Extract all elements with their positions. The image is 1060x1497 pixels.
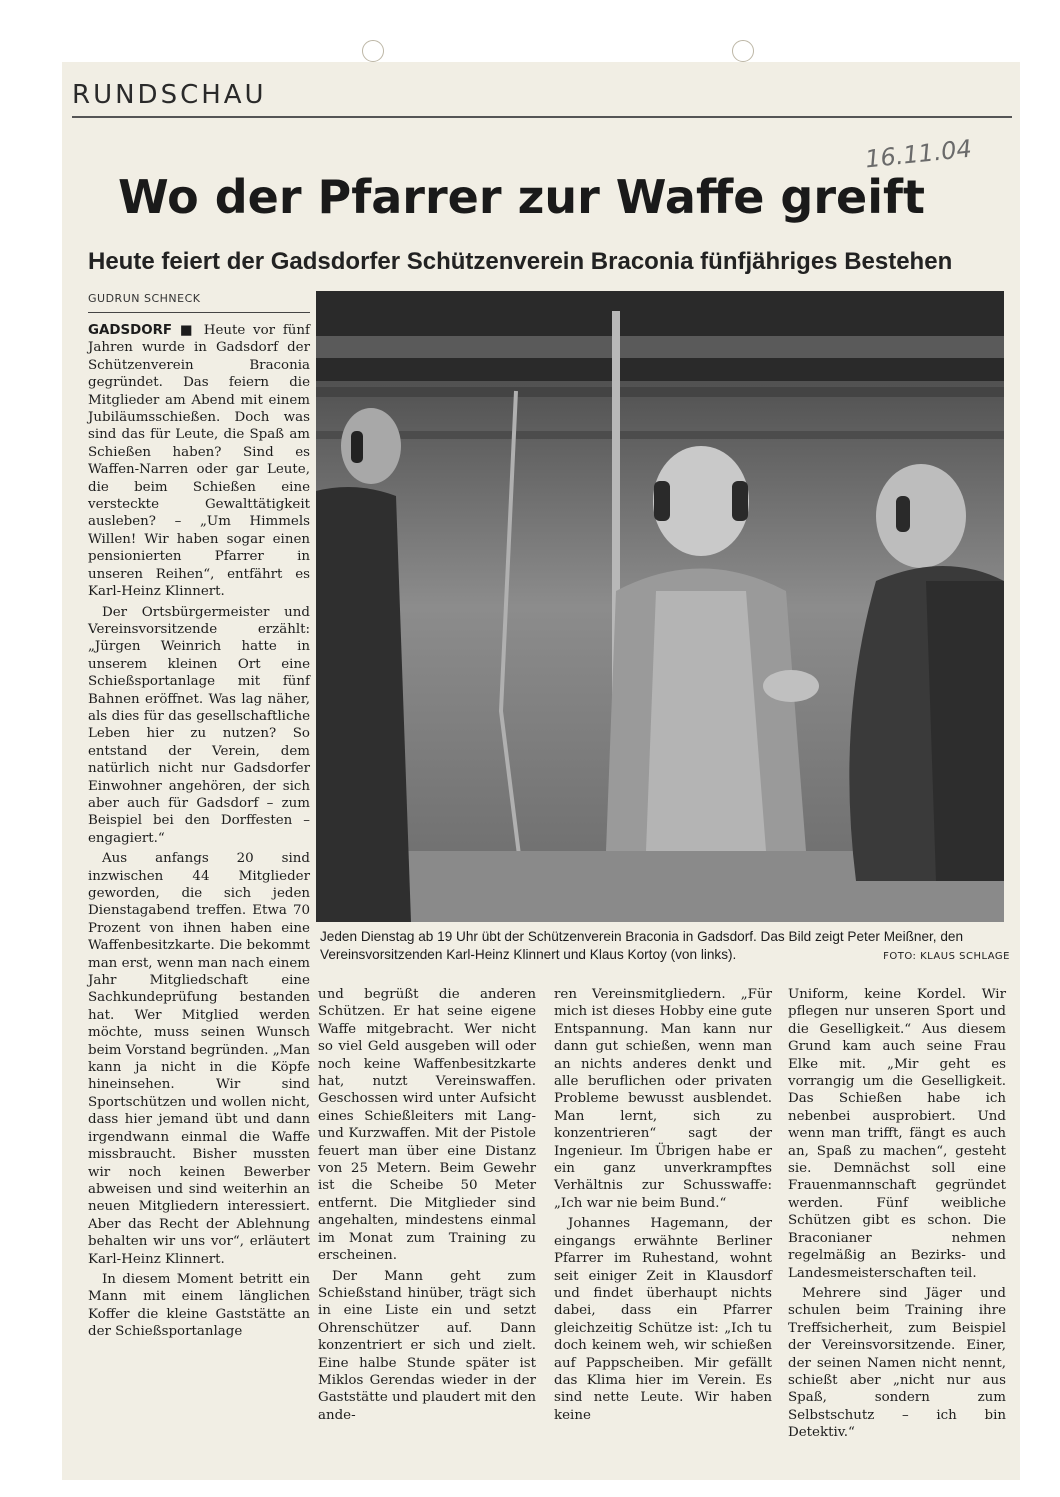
article-paragraph: Der Mann geht zum Schießstand hinüber, trägt sich in eine Liste ein und setzt Ohrenschützer auf. Dann konzentriert er sich und zielt. Eine halbe Stunde später ist Miklos Gerendas wieder in der Gaststätte und plaudert mit den ande- <box>318 1268 536 1423</box>
photo-caption <box>320 928 1010 966</box>
article-paragraph: Der Ortsbürgermeister und Vereinsvorsitzende erzählt: „Jürgen Weinrich hatte in unserem kleinen Ort eine Schießsportanlage mit fünf Bahnen eröffnet. Was lag näher, als dies für das gesellschaftliche Leben hier zu nutzen? So entstand der Verein, dem natürlich nicht nur Gadsdorfer Einwohner angehören, der sich aber auch für Gadsdorf – zum Beispiel bei den Dorffesten – engagiert.“ <box>88 604 310 846</box>
subheadline: Heute feiert der Gadsdorfer Schützenverein Braconia fünfjähriges Bestehen <box>88 248 953 275</box>
photo-illustration <box>316 291 1004 922</box>
article-photo <box>316 291 1004 922</box>
article-column-2 <box>318 986 536 1427</box>
byline-rule <box>88 312 310 313</box>
article-paragraph: und begrüßt die anderen Schützen. Er hat seine eigene Waffe mitgebracht. Wer nicht so viel Geld ausgeben will oder noch keine Waffenbesitzkarte hat, nutzt Vereinswaffen. Geschossen wird unter Aufsicht eines Schießleiters mit Lang- und Kurzwaffen. Mit der Pistole feuert man über eine Distanz von 25 Metern. Beim Gewehr ist die Scheibe 50 Meter entfernt. Die Mitglieder sind angehalten, mindestens einmal im Monat zum Training zu erscheinen. <box>318 987 536 1264</box>
handwritten-date: 16.11.04 <box>863 134 974 174</box>
caption-text: Jeden Dienstag ab 19 Uhr übt der Schützenverein Braconia in Gadsdorf. Das Bild zeigt Peter Meißner, den Vereinsvorsitzenden Karl-Heinz Klinnert und Klaus Kortoy (von links). <box>320 929 964 962</box>
article-paragraph: Uniform, keine Kordel. Wir pflegen nur unseren Sport und die Geselligkeit.“ Aus diesem Grund kam auch seine Frau Elke mit. „Mir geht es vorrangig um die Geselligkeit. Das Schießen habe ich nebenbei ausprobiert. Und wenn man trifft, fängt es auch an, Spaß zu machen“, gesteht sie. Demnächst soll eine Frauenmannschaft gegründet werden. Fünf weibliche Schützen gibt es schon. Die Braconianer nehmen regelmäßig an Bezirks- und Landesmeisterschaften teil. <box>788 987 1006 1281</box>
section-rule <box>72 116 1012 118</box>
article-paragraph: GADSDORF ■ Heute vor fünf Jahren wurde in Gadsdorf der Schützenverein Braconia gegründet. Das feiern die Mitglieder am Abend mit einem Jubiläumsschießen. Doch was sind das für Leute, die Spaß am Schießen haben? Sind es Waffen-Narren oder gar Leute, die beim Schießen eine versteckte Gewalttätigkeit ausleben? – „Um Himmels Willen! Wir haben sogar einen pensionierten Pfarrer in unseren Reihen“, entfährt es Karl-Heinz Klinnert. <box>88 323 311 600</box>
article-paragraph: Johannes Hagemann, der eingangs erwähnte Berliner Pfarrer im Ruhestand, wohnt seit einiger Zeit in Klausdorf und findet überhaupt nichts dabei, dass ein Pfarrer gleichzeitig Schütze ist: „Ich tu doch keinem weh, wir schießen auf Pappscheiben. Mir gefällt das Klima hier im Verein. Es sind nette Leute. Wir haben keine <box>554 1216 772 1423</box>
article-paragraph: Mehrere sind Jäger und schulen beim Training ihre Treffsicherheit, zum Beispiel der Vereinsvorsitzende. Einer, der seinen Namen nicht nennt, schießt aber „nicht nur aus Spaß, sondern zum Selbstschutz – ich bin Detektiv.“ <box>788 1285 1006 1441</box>
photo-credit: FOTO: KLAUS SCHLAGE <box>883 951 1010 962</box>
article-column-3 <box>554 986 772 1427</box>
article-column-4 <box>788 986 1006 1445</box>
dateline: GADSDORF <box>88 323 173 338</box>
author-byline: GUDRUN SCHNECK <box>88 292 201 305</box>
punch-hole <box>732 40 754 62</box>
headline: Wo der Pfarrer zur Waffe greift <box>118 170 925 224</box>
punch-hole <box>362 40 384 62</box>
article-column-1 <box>88 322 310 1344</box>
article-paragraph: Aus anfangs 20 sind inzwischen 44 Mitglieder geworden, die sich jeden Dienstagabend treffen. Etwa 70 Prozent von ihnen haben eine Waffenbesitzkarte. Die bekommt man erst, wenn man nach einem Jahr Mitgliedschaft eine Sachkundeprüfung bestanden hat. Wer Mitglied werden möchte, muss seinen Wunsch beim Vorstand begründen. „Man kann ja nicht in die Köpfe hineinsehen. Wir sind Sportschützen und wollen nicht, dass hier jemand übt und dann irgendwann einmal die Waffe missbraucht. Bisher mussten wir noch keinen Bewerber abweisen und sind weiterhin an neuen Mitgliedern interessiert. Aber das Recht der Ablehnung behalten wir uns vor“, erläutert Karl-Heinz Klinnert. <box>88 851 310 1267</box>
section-title: RUNDSCHAU <box>72 80 267 110</box>
article-paragraph: ren Vereinsmitgliedern. „Für mich ist dieses Hobby eine gute Entspannung. Man kann nur dann gut schießen, wenn man an nichts anderes denkt und alle beruflichen oder privaten Probleme bewusst ausblendet. Man lernt, sich zu konzentrieren“ sagt der Ingenieur. Im Übrigen habe er ein ganz unverkrampftes Verhältnis zur Schusswaffe: „Ich war nie beim Bund.“ <box>554 987 772 1211</box>
article-paragraph: In diesem Moment betritt ein Mann mit einem länglichen Koffer die kleine Gaststätte an der Schießsportanlage <box>88 1271 310 1340</box>
paragraph-text: Heute vor fünf Jahren wurde in Gadsdorf der Schützenverein Braconia gegründet. Das feiern die Mitglieder am Abend mit einem Jubiläumsschießen. Doch was sind das für Leute, die Spaß am Schießen haben? Sind es Waffen-Narren oder gar Leute, die beim Schießen eine versteckte Gewalttätigkeit ausleben? – „Um Himmels Willen! Wir haben sogar einen pensionierten Pfarrer in unseren Reihen“, entfährt es Karl-Heinz Klinnert. <box>88 323 311 600</box>
